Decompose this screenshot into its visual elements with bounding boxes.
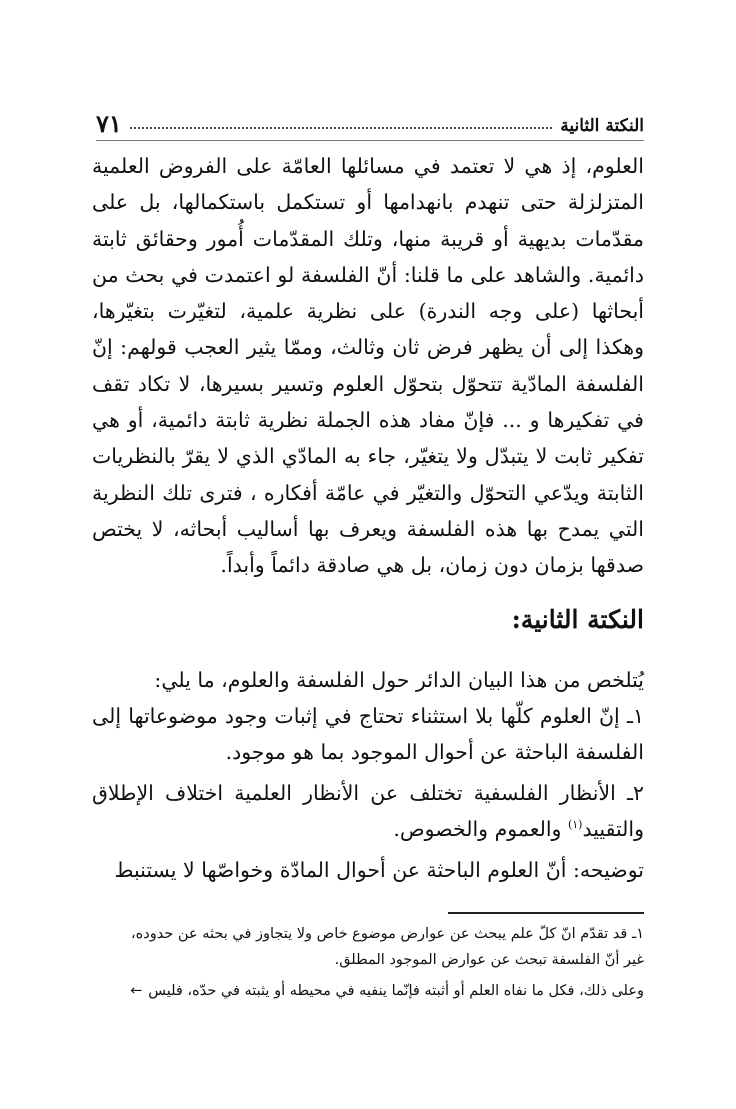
footnote-divider bbox=[448, 912, 644, 914]
leader-dots bbox=[130, 127, 552, 129]
footnote-1-line-1: ١ـ قد تقدّم انّ كلّ علم يبحث عن عوارض موضوع خاص ولا يتجاوز في بحثه عن حدوده، bbox=[130, 926, 644, 942]
point-2-text: ٢ـ الأنظار الفلسفية تختلف عن الأنظار العلمية اختلاف الإطلاق والتقييد bbox=[92, 781, 644, 841]
page-number: ٧١ bbox=[96, 109, 122, 138]
point-2 bbox=[92, 775, 644, 847]
point-1: ١ـ إنّ العلوم كلّها بلا استثناء تحتاج في إثبات وجود موضوعاتها إلى الفلسفة الباحثة عن أحوال الموجود بما هو موجود. bbox=[92, 704, 644, 764]
section-heading: النكتة الثانية: bbox=[511, 605, 644, 634]
paragraph: العلوم، إذ هي لا تعتمد في مسائلها العامّة على الفروض العلمية المتزلزلة حتى تنهدم بانهدامها أو تستكمل باستكمالها، بل على مقدّمات بديهية أو قريبة منها، وتلك المقدّمات أُمور وحقائق ثابتة دائمية. والشاهد على ما قلنا: أنّ الفلسفة لو اعتمدت في بحث من أبحاثها (على وجه الندرة) على نظرية علمية، لتغيّرت بتغيّرها، وهكذا إلى أن يظهر فرض ثان وثالث، وممّا يثير العجب قولهم: إنّ الفلسفة المادّية تتحوّل بتحوّل العلوم وتسير بسيرها، لا تكاد تقف في تفكيرها و ... فإنّ مفاد هذه الجملة نظرية ثابتة دائمية، أو هي تفكير ثابت لا يتبدّل ولا يتغيّر، جاء به المادّي الذي لا يقرّ بالنظريات الثابتة ويدّعي التحوّل والتغيّر في عامّة أفكاره ، فترى تلك النظرية التي يمدح بها هذه الفلسفة ويعرف بها أساليب أبحاثه، لا يختص صدقها بزمان دون زمان، بل هي صادقة دائماً وأبداً. bbox=[92, 154, 644, 578]
point-2-continuation: والعموم والخصوص. bbox=[393, 817, 568, 841]
footnote-continued-text: وعلى ذلك، فكل ما نفاه العلم أو أثبته فإنّما ينفيه في محيطه أو يثبته في حدّه، فليس bbox=[148, 983, 644, 999]
summary-intro: يُتلخص من هذا البيان الدائر حول الفلسفة والعلوم، ما يلي: bbox=[154, 668, 644, 692]
footnotes bbox=[92, 922, 644, 1005]
main-paragraph bbox=[92, 148, 644, 584]
explanation: توضيحه: أنّ العلوم الباحثة عن أحوال المادّة وخواصّها لا يستنبط bbox=[114, 858, 644, 882]
left-arrow-icon: ← bbox=[130, 983, 143, 999]
footnote-reference[interactable]: (١) bbox=[567, 818, 583, 832]
section-body bbox=[92, 662, 644, 888]
running-head-title: النكتة الثانية bbox=[560, 116, 644, 136]
footnote-1-line-2: غير أنّ الفلسفة تبحث عن عوارض الموجود المطلق. bbox=[334, 951, 644, 968]
footnote-continued bbox=[92, 979, 644, 1005]
running-head bbox=[96, 104, 644, 141]
